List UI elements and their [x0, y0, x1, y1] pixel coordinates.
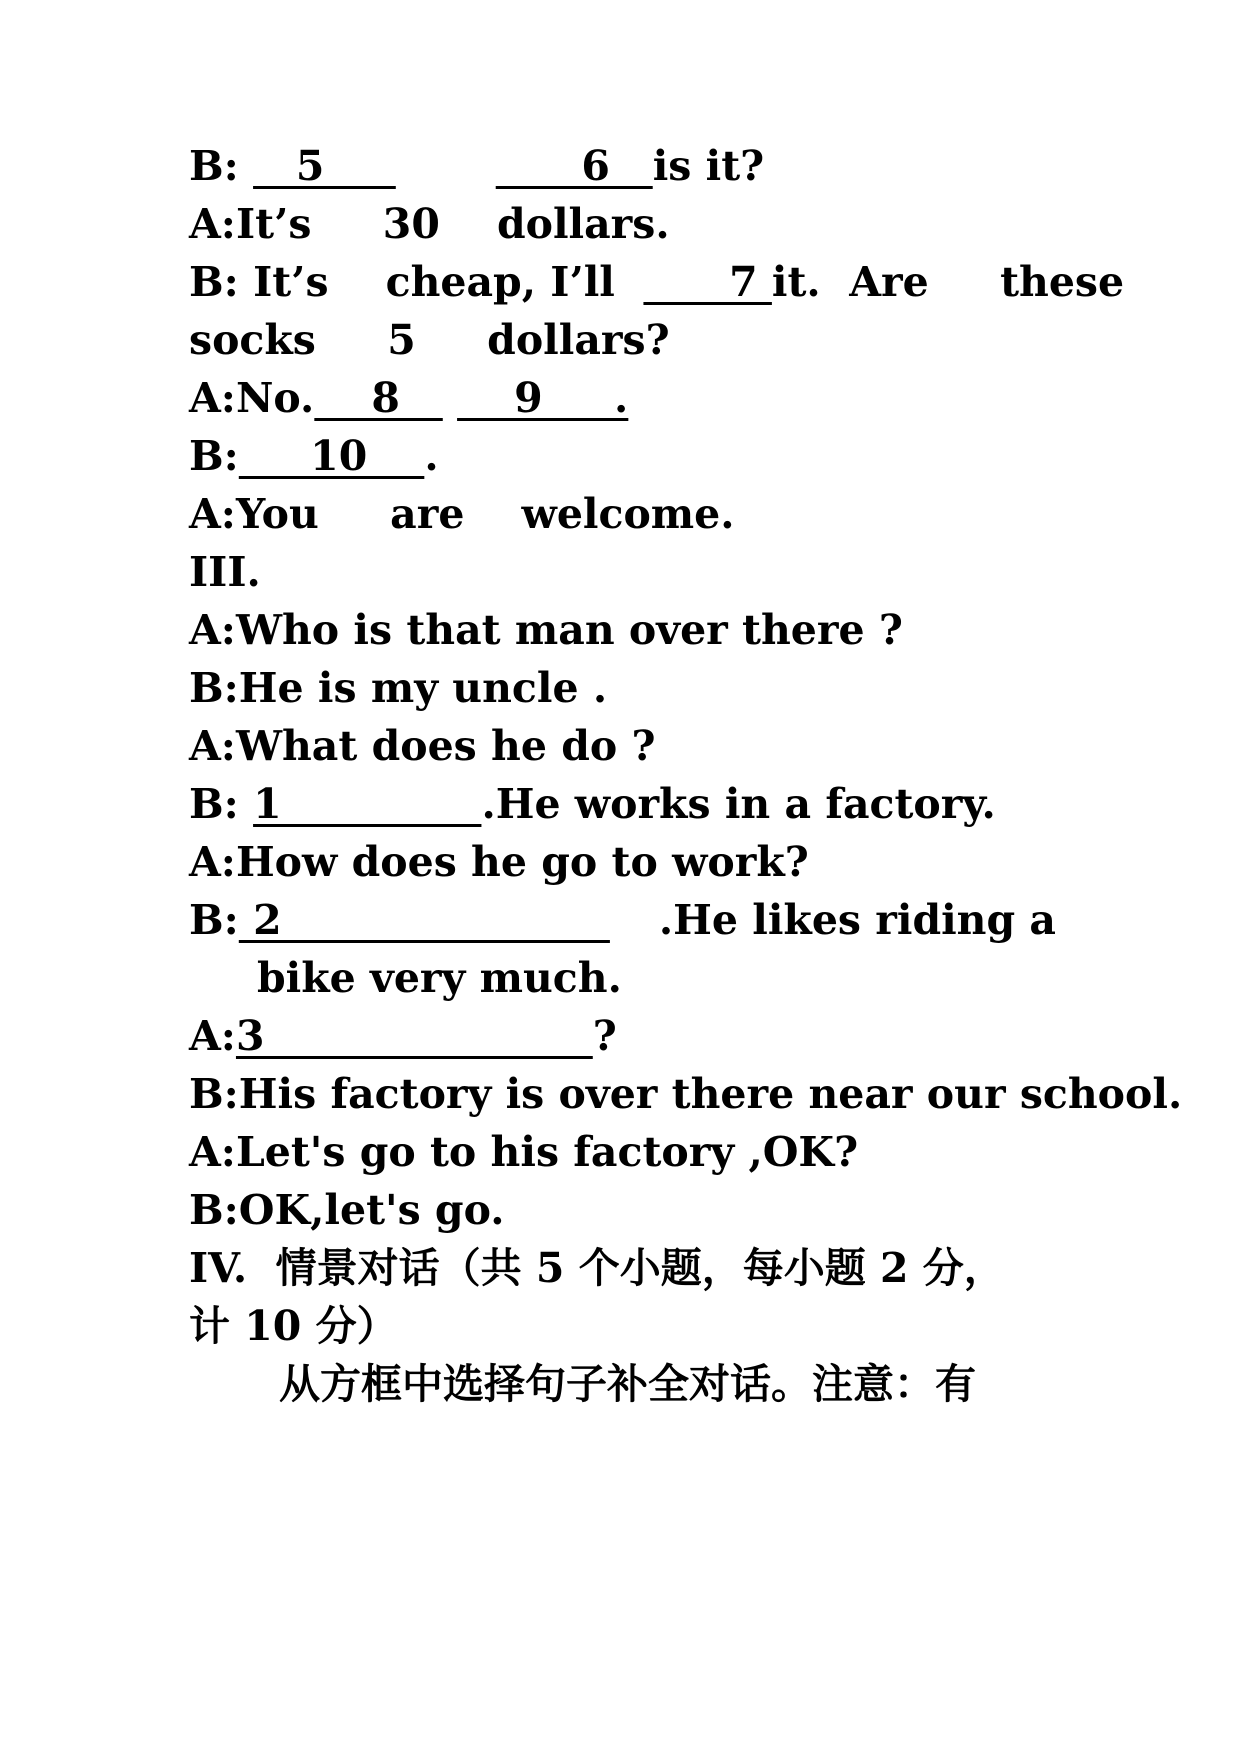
dialogue-line-continuation: bike very much.	[257, 954, 622, 1002]
dialogue-line-blank-3: A:3 ?	[189, 1012, 617, 1060]
instruction-text: 从方框中选择句子补全对话。注意：有	[279, 1360, 976, 1408]
dialogue-line: B:He is my uncle .	[189, 664, 608, 712]
dialogue-line: socks 5 dollars?	[189, 316, 670, 364]
blank-6[interactable]: 6	[495, 142, 653, 190]
dialogue-line-b-blank-10: B: 10 .	[189, 432, 439, 480]
dialogue-line-blank-1: B: 1 .He works in a factory.	[189, 780, 996, 828]
blank-5[interactable]: 5	[253, 142, 396, 190]
line-text: is it?	[652, 142, 765, 190]
blank-3[interactable]: 3	[235, 1012, 593, 1060]
blank-10[interactable]: 10	[238, 432, 425, 480]
dialogue-line-a-blanks-8-9: A:No. 8 9 .	[189, 374, 629, 422]
dialogue-line: A:Let's go to his factory ,OK?	[189, 1128, 859, 1176]
speaker-label: B:	[189, 142, 254, 190]
blank-7[interactable]: 7	[643, 258, 772, 306]
dialogue-line: B:His factory is over there near our school.	[189, 1070, 1183, 1118]
section-heading-iv-cont: 计 10 分）	[189, 1302, 398, 1350]
dialogue-line-b-blanks-5-6	[189, 134, 1056, 198]
section-heading-iii: III.	[189, 548, 261, 596]
dialogue-line-blank-2: B: 2 .He likes riding a	[189, 896, 1056, 944]
dialogue-line: A:It’s 30 dollars.	[189, 200, 670, 248]
dialogue-line: A:What does he do ?	[189, 722, 656, 770]
dialogue-line-b-blank-7: B: It’s cheap, I’ll 7 it. Are these	[189, 258, 1125, 306]
blank-9[interactable]: 9 .	[457, 374, 629, 422]
blank-8[interactable]: 8	[314, 374, 443, 422]
dialogue-line: A:You are welcome.	[189, 490, 735, 538]
dialogue-line: B:OK,let's go.	[189, 1186, 505, 1234]
blank-2[interactable]: 2	[238, 896, 610, 944]
section-heading-iv: IV. 情景对话（共 5 个小题，每小题 2 分，	[189, 1244, 1005, 1292]
blank-1[interactable]: 1	[253, 780, 482, 828]
dialogue-line: A:How does he go to work?	[189, 838, 809, 886]
dialogue-line: A:Who is that man over there ?	[189, 606, 903, 654]
